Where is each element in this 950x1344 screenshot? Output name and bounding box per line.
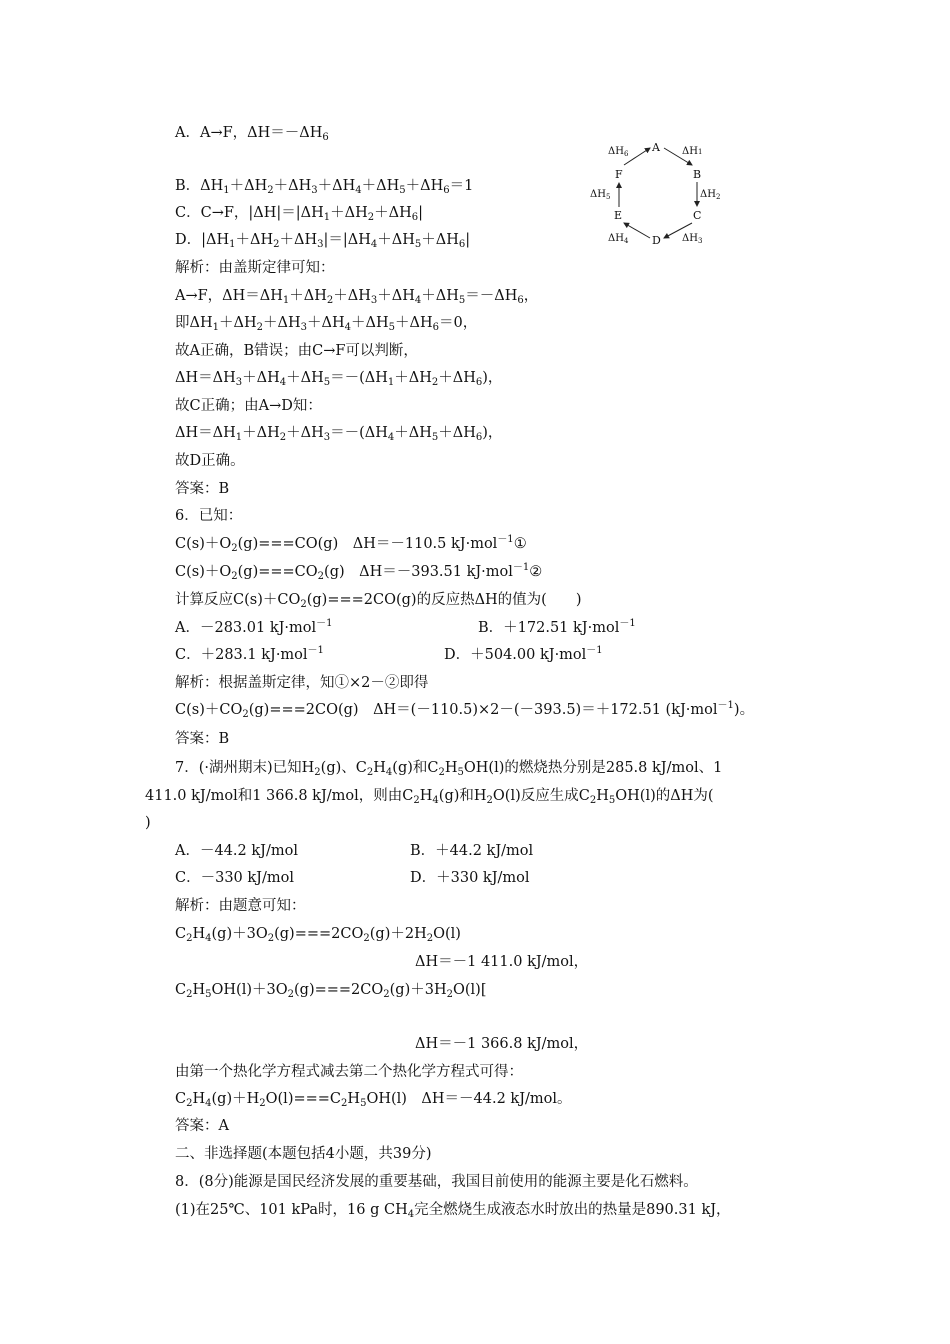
- text-line: 计算反应$C(s)+CO_2(g)===2CO(g)$的反应热ΔH的值为( ): [175, 592, 582, 610]
- arrow-d-e: [624, 223, 650, 238]
- label-dh1: ΔH1: [682, 146, 703, 157]
- text-line: 6．已知：: [175, 508, 243, 524]
- label-dh4: $\Delta H_4$: [608, 233, 629, 245]
- node-e: E: [614, 209, 623, 222]
- node-f: F: [615, 168, 623, 181]
- text-line: 由第一个热化学方程式减去第二个热化学方程式可得：: [175, 1064, 523, 1080]
- text-line: A．－44.2 kJ/mol: [175, 843, 298, 859]
- node-c: C: [693, 209, 702, 222]
- text-line: A→F，$\Delta H=\Delta H_1+\Delta H_2+\Delta H_3+\Delta H_4+\Delta H_5=-\Delta H_6$，: [175, 288, 539, 306]
- text-line: $C_2H_5OH(l)+3O_2(g)===2CO_2(g)+3H_2O(l)$[: [175, 982, 487, 1000]
- node-b: B: [693, 168, 702, 181]
- text-line: $C_2H_4(g)+3O_2(g)===2CO_2(g)+2H_2O(l)$: [175, 926, 461, 944]
- text-line: 411.0 kJ/mol和1 366.8 kJ/mol，则由$C_2H_4(g)$和$H_2O(l)$反应生成$C_2H_5OH(l)$的ΔH为(: [145, 788, 714, 806]
- text-line: 故A正确，B错误；由C→F可以判断，: [175, 343, 418, 359]
- text-line: 答案：B: [175, 731, 230, 747]
- text-line: $C(s)+CO_2(g)===2CO(g)$ ΔH＝(－110.5)×2－(－393.5)＝＋172.51 (kJ·mol$^{-1}$)。: [175, 700, 755, 720]
- text-line: C．－330 kJ/mol: [175, 870, 294, 886]
- text-line: C．C→F，$|\Delta H|=|\Delta H_1+\Delta H_2+\Delta H_6|$: [175, 205, 424, 223]
- text-line: D．$|\Delta H_1+\Delta H_2+\Delta H_3|=|\Delta H_4+\Delta H_5+\Delta H_6|$: [175, 232, 471, 250]
- text-line: ΔH＝－1 411.0 kJ/mol，: [415, 954, 589, 970]
- text-line: D．＋504.00 kJ·mol$^{-1}$: [444, 645, 603, 663]
- label-dh5: $\Delta H_5$: [590, 189, 611, 201]
- text-line: 故D正确。: [175, 453, 245, 469]
- text-line: ΔH＝－1 366.8 kJ/mol，: [415, 1036, 589, 1052]
- text-line: 8．(8分)能源是国民经济发展的重要基础，我国目前使用的能源主要是化石燃料。: [175, 1174, 698, 1190]
- node-a: A: [652, 141, 660, 154]
- text-line: 7．(·湖州期末)已知$H_2(g)$、$C_2H_4(g)$和$C_2H_5OH(l)$的燃烧热分别是285.8 kJ/mol、1: [175, 760, 723, 778]
- text-line: $C(s)+O_2(g)===CO_2(g)$ ΔH＝－393.51 kJ·mol$^{-1}$②: [175, 562, 543, 582]
- text-line: 即$\Delta H_1+\Delta H_2+\Delta H_3+\Delta H_4+\Delta H_5+\Delta H_6=0$，: [175, 315, 478, 333]
- text-line: A．A→F，$\Delta H=-\Delta H_6$: [175, 125, 329, 143]
- text-line: (1)在25℃、101 kPa时，16 g $CH_4$完全燃烧生成液态水时放出的热量是890.31 kJ，: [175, 1202, 731, 1220]
- text-line: B．＋44.2 kJ/mol: [410, 843, 534, 859]
- text-line: A．－283.01 kJ·mol$^{-1}$: [175, 618, 333, 636]
- text-line: 二、非选择题(本题包括4小题，共39分): [175, 1146, 432, 1162]
- text-line: ): [145, 815, 151, 831]
- text-line: B．$\Delta H_1+\Delta H_2+\Delta H_3+\Delta H_4+\Delta H_5+\Delta H_6=1$: [175, 178, 474, 196]
- label-dh3: $\Delta H_3$: [682, 233, 703, 245]
- enthalpy-cycle-diagram: [586, 134, 736, 250]
- text-line: $\Delta H=\Delta H_3+\Delta H_4+\Delta H_5=-(\Delta H_1+\Delta H_2+\Delta H_6)$，: [175, 370, 503, 388]
- text-line: 答案：A: [175, 1118, 229, 1134]
- text-line: $C_2H_4(g)+H_2O(l)===C_2H_5OH(l)$ ΔH＝－44.2 kJ/mol。: [175, 1091, 572, 1109]
- text-line: $\Delta H=\Delta H_1+\Delta H_2+\Delta H_3=-(\Delta H_4+\Delta H_5+\Delta H_6)$，: [175, 425, 503, 443]
- label-dh2: $\Delta H_2$: [700, 189, 721, 201]
- text-line: 答案：B: [175, 481, 230, 497]
- text-line: B．＋172.51 kJ·mol$^{-1}$: [478, 618, 636, 636]
- text-line: $C(s)+O_2(g)===CO(g)$ ΔH＝－110.5 kJ·mol$^{-1}$①: [175, 534, 527, 554]
- text-line: C．＋283.1 kJ·mol$^{-1}$: [175, 645, 324, 663]
- text-line: 解析：由题意可知：: [175, 898, 306, 914]
- text-line: 解析：由盖斯定律可知：: [175, 260, 335, 276]
- node-d: D: [652, 234, 661, 247]
- text-line: 故C正确；由A→D知：: [175, 398, 322, 414]
- text-line: D．＋330 kJ/mol: [410, 870, 530, 886]
- label-dh6: $\Delta H_6$: [608, 146, 629, 158]
- text-line: 解析：根据盖斯定律，知①×2－②即得: [175, 675, 429, 691]
